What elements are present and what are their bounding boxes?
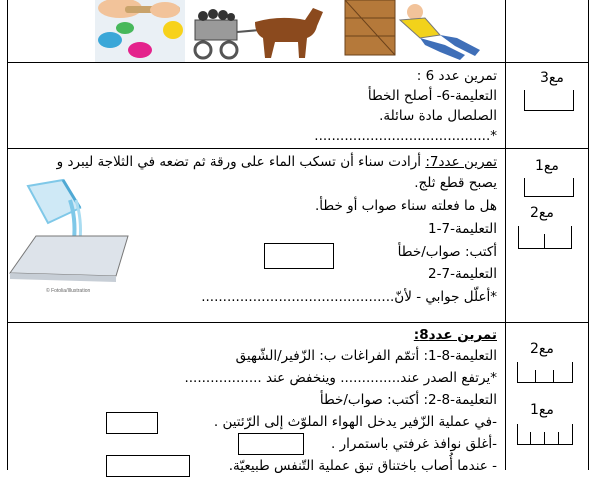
ex6-criterion: مع3 — [540, 70, 564, 86]
ex8-fill1[interactable]: *يرتفع الصدر عند.............. وينخفض عند .................. — [184, 370, 497, 386]
ex8-score-divider1 — [535, 370, 536, 382]
top-illustration — [95, 0, 500, 63]
ex6-instruction: التعليمة-6- أصلح الخطأ — [367, 88, 497, 104]
ex8-title: تمرين عدد8: — [413, 327, 497, 343]
play-dough-image — [95, 0, 185, 63]
ex8-score-divider3 — [530, 432, 531, 444]
ex7-answer-box[interactable] — [264, 243, 334, 269]
ex7-line2: يصبح قطع ثلج. — [414, 175, 497, 191]
ex8-statement2: -أغلق نوافذ غرفتي باستمرار . — [331, 436, 497, 452]
ex7-title: تمرين عدد7: — [425, 154, 497, 170]
ex8-score-divider4 — [544, 432, 545, 444]
ex7-instr2: التعليمة-7-2 — [428, 266, 497, 282]
ex7-instr1: التعليمة-7-1 — [428, 221, 497, 237]
ex8-answer-box1[interactable] — [106, 412, 158, 434]
ex7-criterion2: مع2 — [530, 205, 554, 221]
horse-cart-image — [195, 8, 323, 58]
ex8-criterion1: مع2 — [530, 341, 554, 357]
ex8-instr1: التعليمة-8-1: أتمّم الفراغات ب: الزّفير/الشّهيق — [235, 348, 497, 364]
ex7-justify[interactable]: *أعلّل جوابي - لأنّ............................................. — [201, 289, 497, 305]
ex6-score-bracket[interactable] — [524, 90, 574, 111]
ex7-line1 — [57, 153, 497, 171]
ex7-score-bracket2[interactable] — [518, 226, 572, 249]
ex8-statement3: - عندما أُصاب باختناق تبق عملية التّنفس طبيعيّة. — [228, 458, 497, 474]
ex8-score-bracket1[interactable] — [517, 362, 573, 383]
ex8-score-bracket2[interactable] — [517, 424, 573, 445]
pushing-crate-image — [345, 0, 480, 60]
ex8-score-divider5 — [558, 432, 559, 444]
ex8-statement1: -في عملية الزّفير يدخل الهواء الملوّث إلى الرّئتين . — [213, 414, 497, 430]
ex8-score-divider2 — [553, 370, 554, 382]
ex8-answer-box2[interactable] — [238, 433, 304, 455]
ex7-text-line1: أرادت سناء أن تسكب الماء على ورقة ثم تضعه في الثلاجة ليبرد و — [56, 154, 422, 170]
ex6-title: تمرين عدد 6 : — [416, 68, 497, 84]
ex7-score-bracket1[interactable] — [524, 178, 574, 197]
ex6-answer-line[interactable]: *......................................... — [314, 128, 497, 144]
ex7-criterion1: مع1 — [535, 158, 559, 174]
ex8-answer-box3[interactable] — [106, 455, 190, 477]
ex7-write: أكتب: صواب/خطأ — [397, 244, 497, 260]
ex8-instr2: التعليمة-8-2: أكتب: صواب/خطأ — [319, 392, 497, 408]
ex7-line3: هل ما فعلته سناء صواب أو خطأ. — [314, 198, 497, 214]
pitcher-paper-illustration — [8, 178, 136, 296]
ex7-score-divider — [544, 234, 545, 248]
ex8-criterion2: مع1 — [530, 402, 554, 418]
ex6-statement: الصلصال مادة سائلة. — [379, 108, 497, 124]
figure-caption: © Fotolia/Illustration — [46, 288, 91, 294]
